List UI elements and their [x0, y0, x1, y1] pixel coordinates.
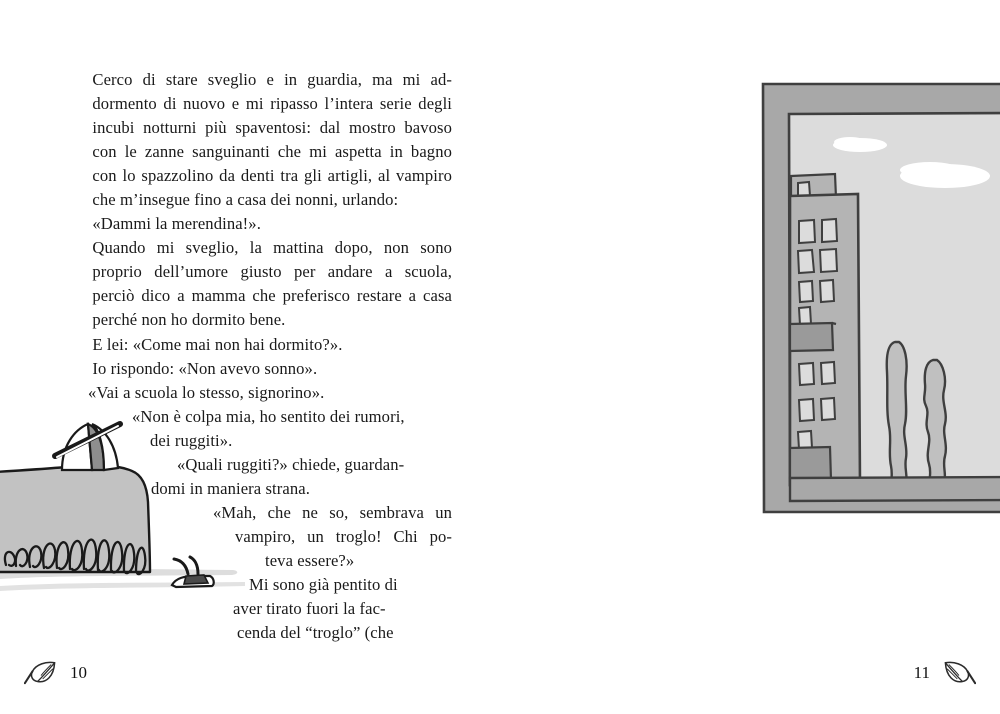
text-line: E lei: «Come mai non hai dormito?». [92, 334, 343, 354]
left-page-footer [24, 660, 87, 686]
text-line: incubi notturni più spaventosi: dal mostro bavoso [92, 118, 452, 138]
text-line: dei ruggiti». [150, 430, 233, 450]
paragraph [70, 212, 452, 236]
paragraph [70, 573, 452, 645]
text-line: vampiro, un troglo! Chi po- [235, 526, 452, 546]
text-line: aver tirato fuori la fac- [233, 599, 386, 619]
right-page [500, 0, 1000, 714]
text-line: cenda del “troglo” (che [237, 623, 394, 643]
text-line: perché non ho dormito bene. [92, 310, 286, 330]
feather-quill-icon [942, 660, 976, 686]
page-number: 10 [70, 663, 87, 682]
text-line: «Quali ruggiti?» chiede, guardan- [177, 454, 405, 474]
text-line: che m’insegue fino a casa dei nonni, urlando: [92, 190, 399, 210]
text-line: Mi sono già pentito di [249, 574, 398, 594]
text-line: domi in maniera strana. [151, 478, 310, 498]
paragraph [70, 68, 452, 212]
text-line: Io rispondo: «Non avevo sonno». [92, 358, 318, 378]
page-number: 11 [913, 663, 930, 682]
text-line: con lo spazzolino da denti tra gli artigli, al vampiro [92, 166, 452, 186]
text-line: Quando mi sveglio, la mattina dopo, non sono [92, 238, 452, 258]
text-line: «Mah, che ne so, sembrava un [213, 502, 452, 522]
text-line: con le zanne sanguinanti che mi aspetta in bagno [92, 142, 452, 162]
paragraph [70, 501, 452, 573]
paragraph [70, 333, 452, 357]
paragraph [70, 236, 452, 332]
paragraph [70, 453, 452, 501]
feather-quill-icon [24, 660, 58, 686]
text-line: proprio dell’umore giusto per andare a scuola, [92, 262, 452, 282]
text-line: dormento di nuovo e mi ripasso l’intera serie degli [92, 94, 452, 114]
text-line: perciò dico a mamma che preferisco restare a casa [92, 286, 452, 306]
paragraph [70, 357, 452, 381]
text-line: «Dammi la merendina!». [92, 214, 261, 234]
text-line: Cerco di stare sveglio e in guardia, ma mi ad- [92, 70, 452, 89]
paragraph [70, 405, 452, 453]
text-line: «Vai a scuola lo stesso, signorino». [88, 382, 325, 402]
right-page-footer [914, 660, 976, 686]
paragraph [70, 381, 452, 405]
text-line: «Non è colpa mia, ho sentito dei rumori, [132, 406, 405, 426]
text-line: teva essere?» [265, 550, 355, 570]
left-page-text-column [70, 68, 452, 645]
